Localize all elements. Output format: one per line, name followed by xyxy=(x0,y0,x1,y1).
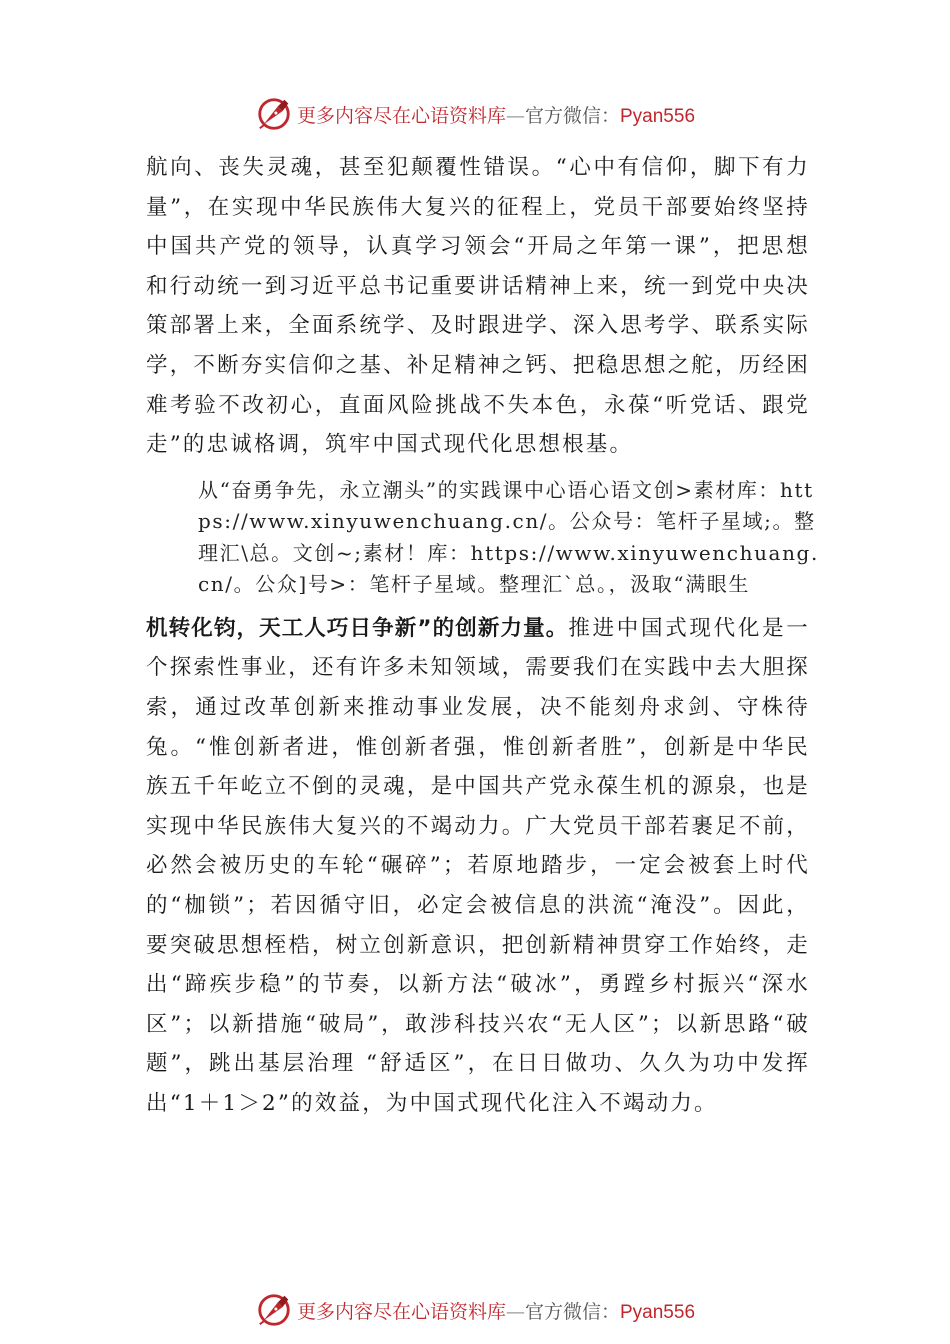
header-wechat-id: Pyan556 xyxy=(620,105,696,127)
header-label: 官方微信： xyxy=(524,104,620,127)
footer-banner xyxy=(0,1288,950,1332)
pen-nib-logo-icon xyxy=(255,1291,293,1329)
footer-separator: — xyxy=(505,1300,525,1323)
paragraph-2-text: 推进中国式现代化是一个探索性事业，还有许多未知领域，需要我们在实践中去大胆探索，通过改革创新来推动事业发展，决不能刻舟求剑、守株待兔。“惟创新者进，惟创新者强，惟创新者胜”，创新是中华民族五千年屹立不倒的灵魂，是中国共产党永葆生机的源泉，也是实现中华民族伟大复兴的不竭动力。广大党员干部若裹足不前，必然会被历史的车轮“碾碎”；若原地踏步，一定会被套上时代的“枷锁”；若因循守旧，必定会被信息的洪流“淹没”。因此，要突破思想桎梏，树立创新意识，把创新精神贯穿工作始终，走出“蹄疾步稳”的节奏，以新方法“破冰”，勇蹚乡村振兴“深水区”；以新措施“破局”，敢涉科技兴农“无人区”；以新思路“破题”，跳出基层治理 “舒适区”，在日日做功、久久为功中发挥出“1＋1＞2”的效益，为中国式现代化注入不竭动力。 xyxy=(146,615,810,1116)
paragraph-1: 航向、丧失灵魂，甚至犯颠覆性错误。“心中有信仰，脚下有力量”，在实现中华民族伟大复兴的征程上，党员干部要始终坚持中国共产党的领导，认真学习领会“开局之年第一课”，把思想和行动统一到习近平总书记重要讲话精神上来，统一到党中央决策部署上来，全面系统学、及时跟进学、深入思考学、联系实际学，不断夯实信仰之基、补足精神之钙、把稳思想之舵，历经困难考验不改初心，直面风险挑战不失本色，永葆“听党话、跟党走”的忠诚格调，筑牢中国式现代化思想根基。 xyxy=(146,155,810,458)
footer-slogan: 更多内容尽在心语资料库 xyxy=(296,1300,506,1323)
header-banner xyxy=(0,92,950,136)
paragraph-2-lead: 机转化钧，天工人巧日争新”的创新力量。 xyxy=(146,615,569,641)
footer-wechat-id: Pyan556 xyxy=(620,1301,696,1323)
footer-label: 官方微信： xyxy=(524,1300,620,1323)
document-body xyxy=(146,148,819,1123)
header-slogan: 更多内容尽在心语资料库 xyxy=(296,104,506,127)
header-text xyxy=(297,101,695,128)
footer-text xyxy=(297,1297,695,1324)
pen-nib-logo-icon xyxy=(255,95,293,133)
inserted-quote-block: 从“奋勇争先，永立潮头”的实践课中心语心语文创>素材库：https://www.xinyuwenchuang.cn/。公众号：笔杆子星域;。整理汇\总。文创~;素材！库：https://www.xinyuwenchuang.cn/。公众]号>：笔杆子星域。整理汇`总。，汲取“满眼生 xyxy=(198,477,819,597)
header-separator: — xyxy=(505,104,525,127)
paragraph-2 xyxy=(146,609,810,1124)
